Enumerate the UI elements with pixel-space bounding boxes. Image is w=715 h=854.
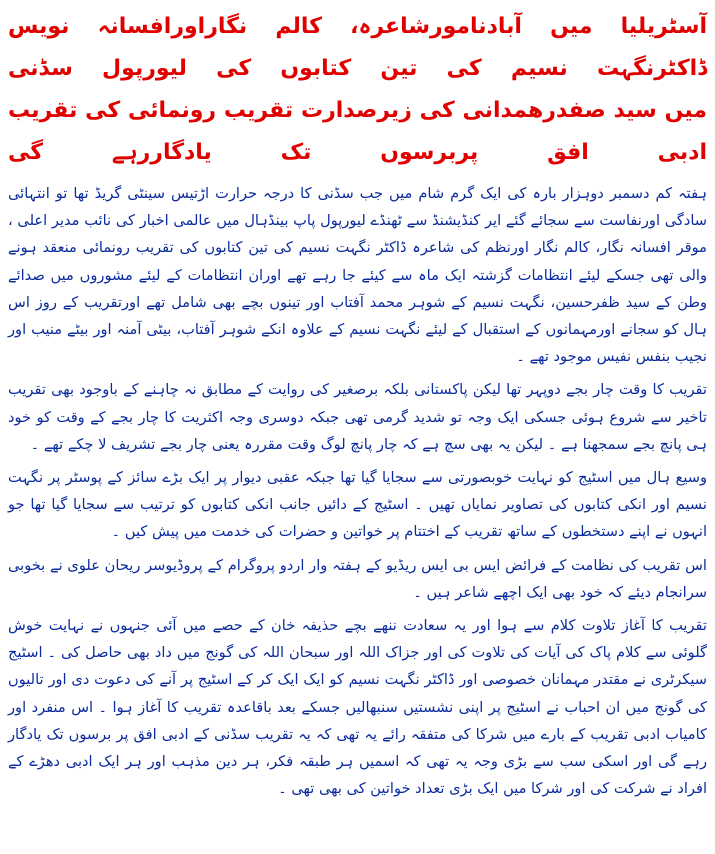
article-body — [8, 180, 707, 802]
headline-line-1: آسٹریلیا میں آبادنامورشاعرہ، کالم نگاراورافسانہ نویس ڈاکٹرنگہت نسیم کی تین کتابوں کی لیورپول سڈنی — [8, 14, 707, 81]
article-paragraph-3: وسیع ہال میں اسٹیج کو نہایت خوبصورتی سے سجایا گیا تھا جبکہ عقبی دیوار پر ایک بڑے سائز کے پوسٹر پر نگہت نسیم اور انکی کتابوں کی تصاویر نمایاں تھیں ۔ اسٹیج کے دائیں جانب انکی کتابوں کو ترتیب سے سجایا گیا تھا جو انہوں نے اپنے دستخطوں کے ساتھ تقریب کے اختتام پر خواتین و حضرات کی خدمت میں پیش کیں ۔ — [8, 469, 707, 541]
article-headline — [8, 6, 707, 174]
article-paragraph-1: ہفتہ کم دسمبر دوہزار بارہ کی ایک گرم شام میں جب سڈنی کا درجہ حرارت اڑتیس سینٹی گریڈ تھا تو انتہائی سادگی اورنفاست سے سجائے گئے ایر کنڈیشنڈ سے ٹھنڈے لیورپول پاپ بینڈہال میں عالمی اخبار کی نائب مدیر اعلی ، موقر افسانہ نگار، کالم نگار اورنظم کی شاعرہ ڈاکٹر نگہت نسیم کی تین کتابوں کی تقریب رونمائی منعقد ہونے والی تھی جسکے لیئے انتظامات گزشتہ ایک ماہ سے کیئے جا رہے تھے اوران انتظامات کے لیئے مشوروں میں صدائے وطن کے سید ظفرحسین، نگہت نسیم کے شوہر محمد آفتاب اور تینوں بچے بھی شامل تھے اورتقریب کے روز اس ہال کو سجانے اورمہمانوں کے استقبال کے لیئے نگہت نسیم کے علاوہ انکے شوہر آفتاب، بیٹی آمنہ اور بیٹے منیب اور نجیب بنفس نفیس موجود تھے ۔ — [8, 185, 707, 366]
article-paragraph-2: تقریب کا وقت چار بجے دوپہر تھا لیکن پاکستانی بلکہ برصغیر کی روایت کے مطابق نہ چاہنے کے باوجود بھی تقریب تاخیر سے شروع ہوئی جسکی ایک وجہ تو شدید گرمی تھی جبکہ دوسری وجہ اکثریت کا چار بجے کے وقت کو خود ہی پانچ بجے سمجھنا ہے ۔ لیکن یہ بھی سچ ہے کہ چار پانچ لوگ وقت مقررہ یعنی چار بجے تشریف لا چکے تھے ۔ — [8, 381, 707, 453]
article-paragraph-5: تقریب کا آغاز تلاوت کلام سے ہوا اور یہ سعادت ننھے بچے حذیفہ خان کے حصے میں آئی جنہوں نے نہایت خوش گلوئی سے کلام پاک کی آیات کی تلاوت کی اور جزاک اللہ اور سبحان اللہ کی گونج میں داد بھی حاصل کی ۔ اسٹیج سیکرٹری نے مقتدر مہمانان خصوصی اور ڈاکٹر نگہت نسیم کو ایک ایک کر کے اسٹیج پر آنے کی دعوت دی اور تالیوں کی گونج میں ان احباب نے اسٹیج پر اپنی نشستیں سنبھالیں جسکے بعد باقاعدہ تقریب کا آغاز ہوا ۔ اس منفرد اور کامیاب ادبی تقریب کے بارے میں شرکا کی متفقہ رائے یہ تھی کہ یہ تقریب سڈنی کے ادبی افق پر برسوں تک یادگار رہے گی اور اسکی سب سے بڑی وجہ یہ تھی کہ اسمیں ہر طبقہ فکر، ہر دین مذہب اور ہر ایک ادبی دھڑے کے افراد نے شرکت کی اور شرکا میں ایک بڑی تعداد خواتین کی بھی تھی ۔ — [8, 617, 707, 798]
article-paragraph-4: اس تقریب کی نظامت کے فرائض ایس بی ایس ریڈیو کے ہفتہ وار اردو پروگرام کے پروڈیوسر ریحان علوی نے بخوبی سرانجام دیئے کہ خود بھی ایک اچھے شاعر ہیں ۔ — [8, 556, 707, 601]
headline-line-2: میں سید صفدرھمدانی کی زیرصدارت تقریب رونمائی کی تقریب ادبی افق پربرسوں تک یادگاررہے گی — [8, 98, 707, 165]
